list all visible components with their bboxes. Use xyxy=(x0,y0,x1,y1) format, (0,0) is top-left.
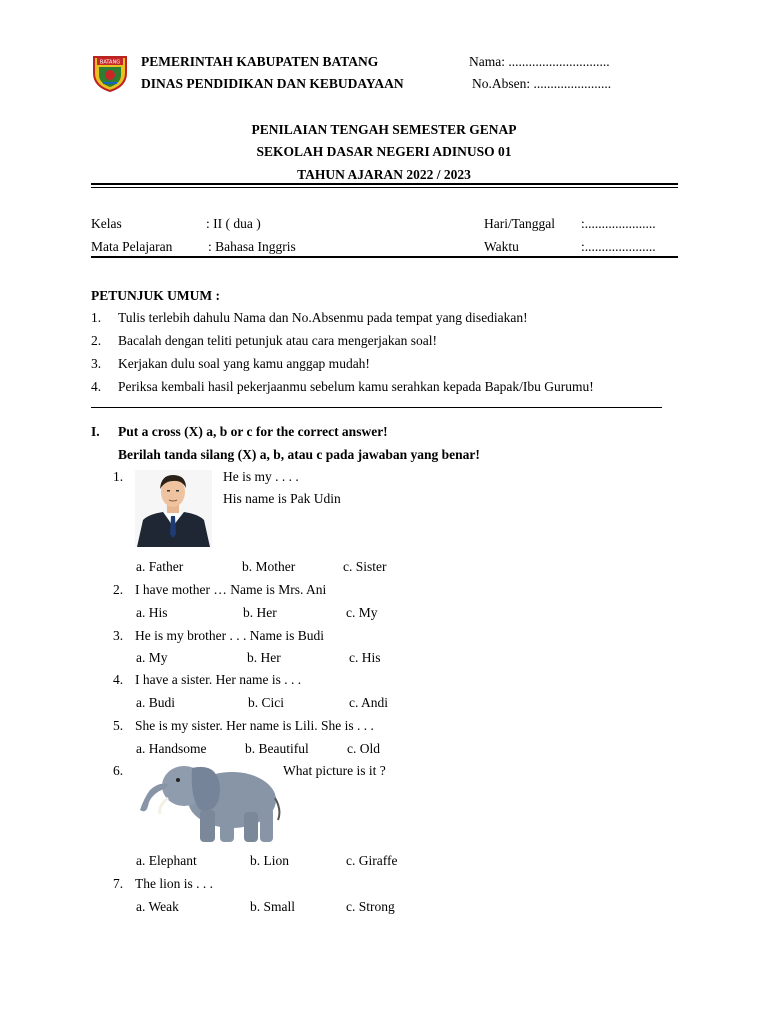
kelas-label: Kelas xyxy=(91,216,122,231)
title-line-1: PENILAIAN TENGAH SEMESTER GENAP xyxy=(251,122,517,137)
info-divider xyxy=(91,256,678,258)
option-c[interactable]: c. Strong xyxy=(346,899,395,914)
absen-field[interactable]: No.Absen: ....................... xyxy=(472,76,612,91)
instruction-num: 2. xyxy=(91,333,102,348)
header-department: DINAS PENDIDIKAN DAN KEBUDAYAAN xyxy=(141,76,404,91)
question-text: I have a sister. Her name is . . . xyxy=(135,672,302,687)
option-a[interactable]: a. My xyxy=(136,650,168,665)
option-b[interactable]: b. Lion xyxy=(250,853,289,868)
question-text: He is my brother . . . Name is Budi xyxy=(135,628,324,643)
option-b[interactable]: b. Her xyxy=(247,650,281,665)
option-c[interactable]: c. Andi xyxy=(349,695,388,710)
option-b[interactable]: b. Beautiful xyxy=(245,741,309,756)
question-text: I have mother … Name is Mrs. Ani xyxy=(135,582,327,597)
option-a[interactable]: a. Elephant xyxy=(136,853,197,868)
question-text: The lion is . . . xyxy=(135,876,213,891)
header-government: PEMERINTAH KABUPATEN BATANG xyxy=(141,54,379,69)
question-text: He is my . . . . xyxy=(223,469,299,484)
waktu-field[interactable]: :..................... xyxy=(581,239,656,254)
option-a[interactable]: a. Father xyxy=(136,559,184,574)
option-a[interactable]: a. Weak xyxy=(136,899,179,914)
mapel-label: Mata Pelajaran xyxy=(91,239,173,254)
question-number: 2. xyxy=(113,582,124,597)
hari-label: Hari/Tanggal xyxy=(484,216,556,231)
title-line-2: SEKOLAH DASAR NEGERI ADINUSO 01 xyxy=(256,144,512,159)
option-b[interactable]: b. Her xyxy=(243,605,277,620)
man-illustration xyxy=(135,470,212,551)
question-text: What picture is it ? xyxy=(283,763,386,778)
section-instruction-id: Berilah tanda silang (X) a, b, atau c pada jawaban yang benar! xyxy=(118,447,480,462)
instruction-text: Bacalah dengan teliti petunjuk atau cara mengerjakan soal! xyxy=(118,333,437,348)
option-c[interactable]: c. His xyxy=(349,650,381,665)
section-instruction-en: Put a cross (X) a, b or c for the correct answer! xyxy=(118,424,388,439)
title-divider-thin xyxy=(91,187,678,188)
option-b[interactable]: b. Cici xyxy=(248,695,284,710)
logo-text: BATANG xyxy=(99,59,121,66)
instruction-text: Tulis terlebih dahulu Nama dan No.Absenmu pada tempat yang disediakan! xyxy=(118,310,528,325)
elephant-illustration xyxy=(140,758,283,850)
hari-field[interactable]: :..................... xyxy=(581,216,656,231)
title-line-3: TAHUN AJARAN 2022 / 2023 xyxy=(297,167,471,182)
question-number: 6. xyxy=(113,763,124,778)
instruction-text: Kerjakan dulu soal yang kamu anggap mudah! xyxy=(118,356,370,371)
question-number: 4. xyxy=(113,672,124,687)
batang-logo xyxy=(91,53,129,97)
option-a[interactable]: a. Budi xyxy=(136,695,175,710)
kelas-value: : II ( dua ) xyxy=(206,216,261,231)
question-number: 3. xyxy=(113,628,124,643)
instructions-divider xyxy=(91,407,662,408)
section-number: I. xyxy=(91,424,100,439)
name-field[interactable]: Nama: .............................. xyxy=(469,54,610,69)
option-c[interactable]: c. Giraffe xyxy=(346,853,398,868)
instruction-num: 4. xyxy=(91,379,102,394)
question-number: 7. xyxy=(113,876,124,891)
option-a[interactable]: a. Handsome xyxy=(136,741,207,756)
title-divider-thick xyxy=(91,183,678,185)
question-number: 1. xyxy=(113,469,124,484)
option-b[interactable]: b. Small xyxy=(250,899,296,914)
option-a[interactable]: a. His xyxy=(136,605,168,620)
option-c[interactable]: c. Old xyxy=(347,741,380,756)
instruction-num: 3. xyxy=(91,356,102,371)
mapel-value: : Bahasa Inggris xyxy=(208,239,296,254)
question-number: 5. xyxy=(113,718,124,733)
question-text: She is my sister. Her name is Lili. She is . . . xyxy=(135,718,374,733)
question-text: His name is Pak Udin xyxy=(223,491,341,506)
option-c[interactable]: c. Sister xyxy=(343,559,387,574)
instruction-num: 1. xyxy=(91,310,102,325)
option-b[interactable]: b. Mother xyxy=(242,559,296,574)
instructions-heading: PETUNJUK UMUM : xyxy=(91,288,220,303)
option-c[interactable]: c. My xyxy=(346,605,378,620)
waktu-label: Waktu xyxy=(484,239,519,254)
instruction-text: Periksa kembali hasil pekerjaanmu sebelum kamu serahkan kepada Bapak/Ibu Gurumu! xyxy=(118,379,594,394)
